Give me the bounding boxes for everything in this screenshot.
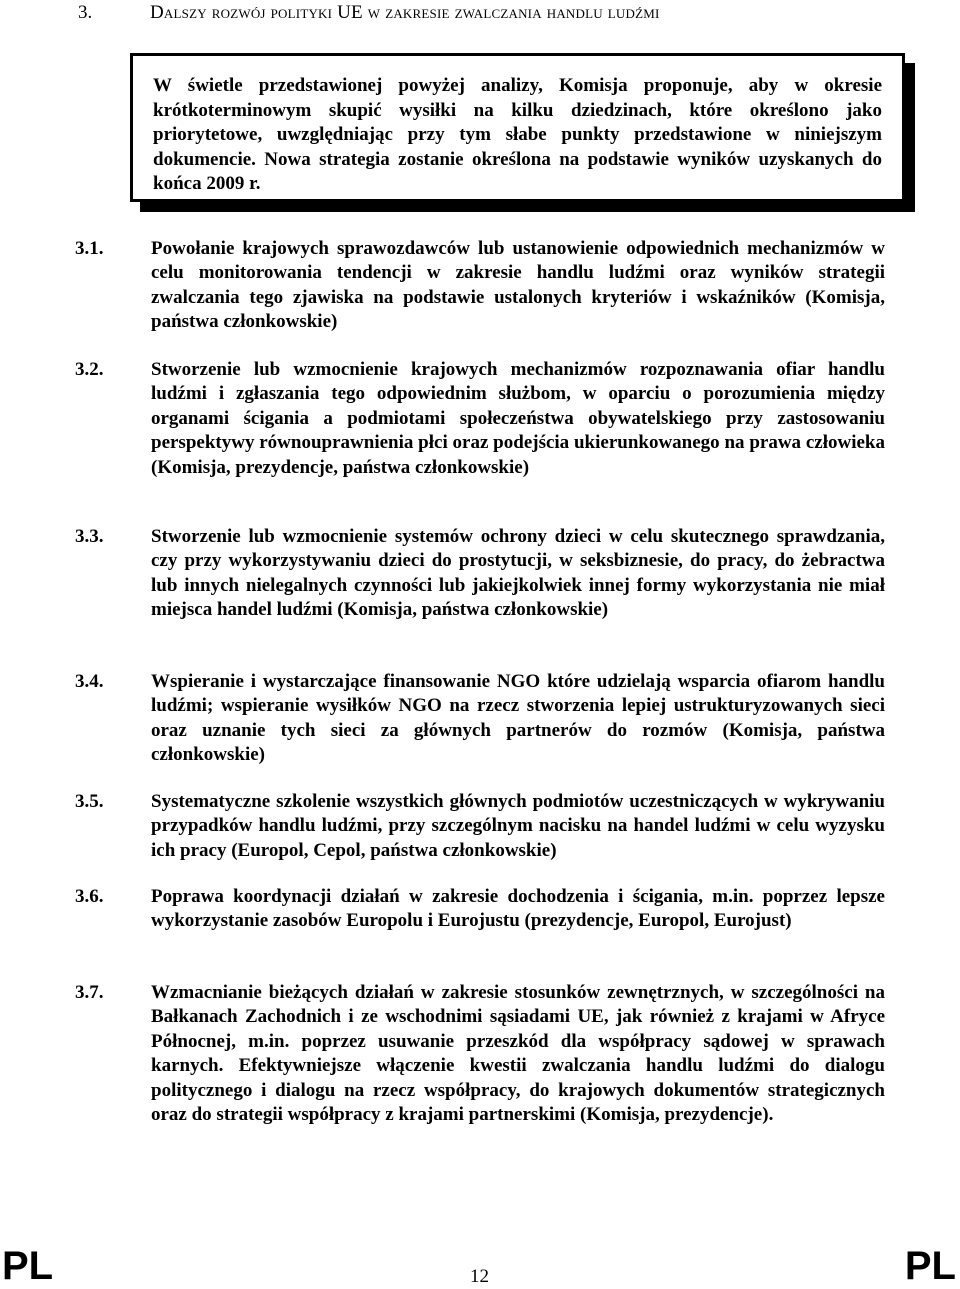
- summary-box-text: W świetle przedstawionej powyżej analizy, Komisja proponuje, aby w okresie krótkoterminowym skupić wysiłki na kilku dziedzinach, które określono jako priorytetowe, uwzględniając przy tym słabe punkty przedstawione w niniejszym dokumencie. Nowa strategia zostanie określona na podstawie wyników uzyskanych do końca 2009 r.: [153, 75, 882, 195]
- list-item: [75, 670, 885, 768]
- item-number: 3.5.: [75, 791, 104, 812]
- page-number: 12: [470, 1266, 489, 1287]
- item-number: 3.3.: [75, 526, 104, 547]
- item-text: Poprawa koordynacji działań w zakresie dochodzenia i ścigania, m.in. poprzez lepsze wykorzystanie zasobów Europolu i Eurojustu (prezydencje, Europol, Eurojust): [151, 886, 885, 932]
- item-number: 3.1.: [75, 238, 104, 259]
- summary-box: [130, 53, 905, 202]
- list-item: [75, 237, 885, 335]
- item-text: Stworzenie lub wzmocnienie krajowych mechanizmów rozpoznawania ofiar handlu ludźmi i zgłaszania tego odpowiednim służbom, w oparciu o porozumienia między organami ścigania a podmiotami społeczeństwa obywatelskiego przy zastosowaniu perspektywy równouprawnienia płci oraz podejścia ukierunkowanego na prawa człowieka (Komisja, prezydencje, państwa członkowskie): [151, 359, 885, 478]
- item-number: 3.7.: [75, 982, 104, 1003]
- footer-language-left: PL: [2, 1244, 54, 1288]
- list-item: [75, 981, 885, 1127]
- item-number: 3.6.: [75, 886, 104, 907]
- list-item: [75, 358, 885, 480]
- item-text: Powołanie krajowych sprawozdawców lub ustanowienie odpowiednich mechanizmów w celu monitorowania tendencji w zakresie handlu ludźmi oraz wyników strategii zwalczania tego zjawiska na podstawie ustalonych kryteriów i wskaźników (Komisja, państwa członkowskie): [151, 238, 885, 333]
- item-number: 3.4.: [75, 671, 104, 692]
- list-item: [75, 885, 885, 934]
- item-number: 3.2.: [75, 359, 104, 380]
- item-text: Wzmacnianie bieżących działań w zakresie stosunków zewnętrznych, w szczególności na Bałkanach Zachodnich i ze wschodnimi sąsiadami UE, jak również z krajami w Afryce Północnej, m.in. poprzez usuwanie przeszkód dla współpracy sądowej w sprawach karnych. Efektywniejsze włączenie kwestii zwalczania handlu ludźmi do dialogu politycznego i dialogu na rzecz współpracy, do krajowych dokumentów strategicznych oraz do strategii współpracy z krajami partnerskimi (Komisja, prezydencje).: [151, 982, 885, 1126]
- list-item: [75, 790, 885, 863]
- item-text: Stworzenie lub wzmocnienie systemów ochrony dzieci w celu skutecznego sprawdzania, czy przy wykorzystywaniu dzieci do prostytucji, w seksbiznesie, do pracy, do żebractwa lub innych nielegalnych czynności lub jakiejkolwiek innej formy wykorzystania nie miał miejsca handel ludźmi (Komisja, państwa członkowskie): [151, 526, 885, 621]
- item-text: Wspieranie i wystarczające finansowanie NGO które udzielają wsparcia ofiarom handlu ludźmi; wspieranie wysiłków NGO na rzecz stworzenia lepiej ustrukturyzowanych sieci oraz uznanie tych sieci za głównych partnerów do rozmów (Komisja, państwa członkowskie): [151, 671, 885, 766]
- section-title: Dalszy rozwój polityki UE w zakresie zwalczania handlu ludźmi: [150, 2, 660, 23]
- section-number: 3.: [78, 2, 93, 23]
- list-item: [75, 525, 885, 623]
- item-text: Systematyczne szkolenie wszystkich głównych podmiotów uczestniczących w wykrywaniu przypadków handlu ludźmi, przy szczególnym nacisku na handel ludźmi w celu wyzysku ich pracy (Europol, Cepol, państwa członkowskie): [151, 791, 885, 861]
- footer-language-right: PL: [904, 1244, 956, 1288]
